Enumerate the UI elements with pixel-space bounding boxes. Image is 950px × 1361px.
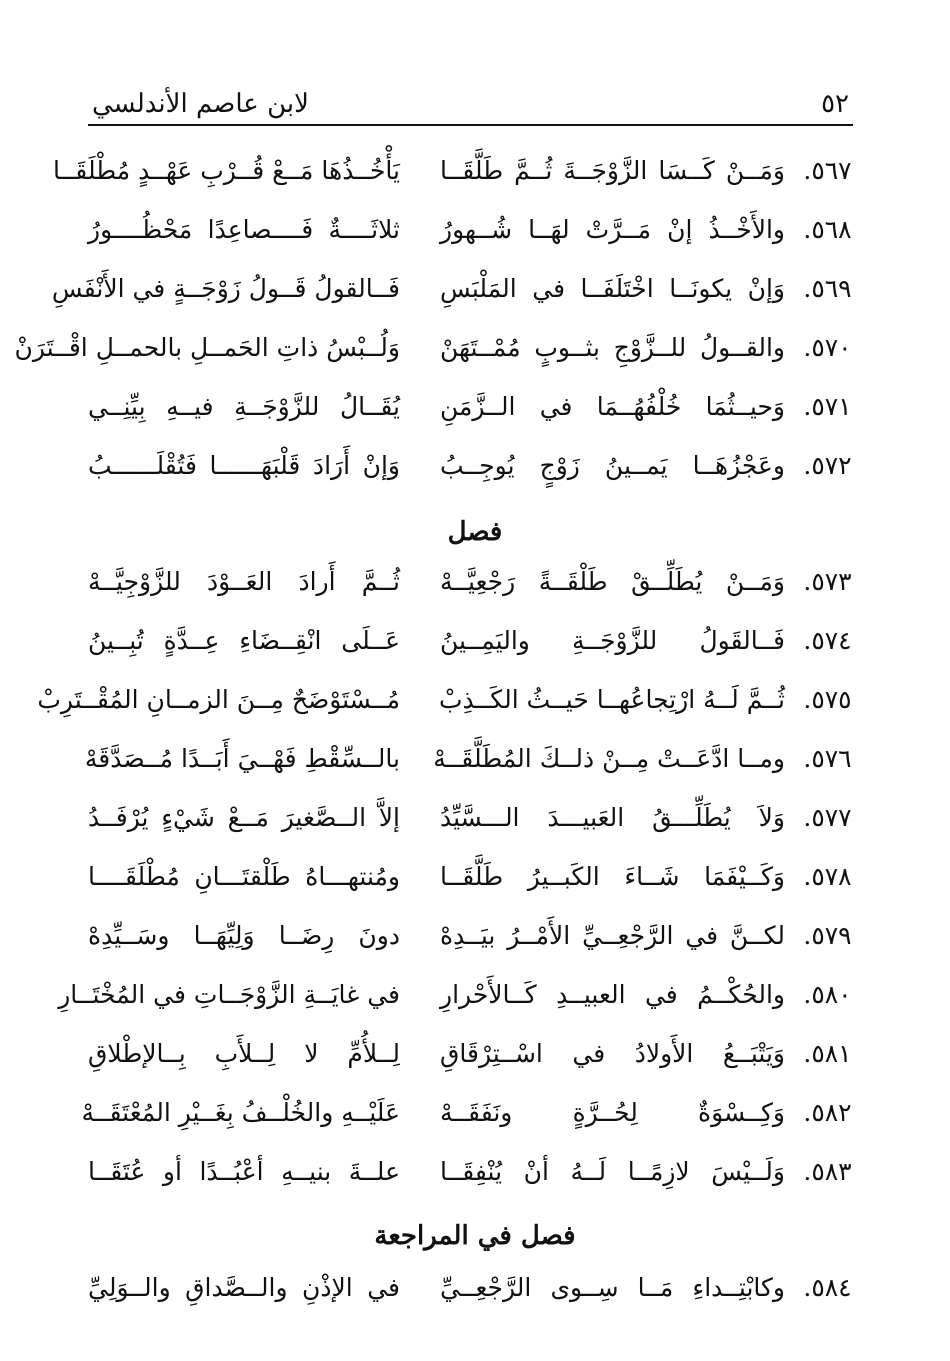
verse-second-hemistich: في الإذْنِ والــصَّداقِ والــوَلِيِّ — [88, 1273, 400, 1302]
verse-first-hemistich: وَمَــنْ كَــسَا الزَّوْجَــةَ ثُــمَّ طَلَّقَــا — [440, 156, 785, 185]
verse-line — [0, 675, 950, 725]
verse-line — [0, 441, 950, 491]
verse-line — [0, 616, 950, 666]
verse-line — [0, 382, 950, 432]
verse-line — [0, 205, 950, 255]
verse-second-hemistich: مُــسْتَوْضَحٌ مِــنَ الزمــانِ المُقْــتَرِبْ — [37, 685, 400, 714]
verse-second-hemistich: لِــلأُمِّ لا لِــلأَبِ بِــالإطْلاقِ — [88, 1039, 400, 1068]
verse-first-hemistich: ومــا ادَّعَــتْ مِــنْ ذلــكَ المُطَلَّقَــهْ — [433, 744, 785, 773]
verse-first-hemistich: وَكَــيْفَمَا شَــاءَ الكَبــيرُ طَلَّقَــا — [440, 862, 785, 891]
verse-first-hemistich: وَمَــنْ يُطَلِّــقْ طَلْقَــةً رَجْعِيَّــهْ — [440, 567, 785, 596]
verse-line — [0, 1029, 950, 1079]
verse-number: ٥٦٩. — [803, 274, 852, 303]
verse-first-hemistich: لكــنَّ في الرَّجْعِــيِّ الأَمْــرُ بيَــدِهْ — [440, 921, 785, 950]
verse-second-hemistich: وَلُــبْسُ ذاتِ الحَمــلِ بالحمــلِ اقْــتَرَنْ — [14, 333, 400, 362]
verse-first-hemistich: وَلاَ يُطَلِّـــقُ العَبيـــدَ الـــسَّيِّدُ — [440, 803, 785, 832]
verse-number: ٥٦٨. — [803, 215, 852, 244]
verse-first-hemistich: والأَخْــذُ إنْ مَــرَّتْ لهَــا شُــهورُ — [440, 215, 785, 244]
verse-first-hemistich: فَــالقَولُ للزَّوْجَــةِ واليَمِــينُ — [440, 626, 785, 655]
verse-line — [0, 734, 950, 784]
verse-line — [0, 1088, 950, 1138]
verse-first-hemistich: وَإنْ يكونَــا اخْتَلَفَــا في المَلْبَسِ — [440, 274, 785, 303]
verse-number: ٥٨٤. — [803, 1273, 852, 1302]
verse-second-hemistich: وَإنْ أَرَادَ قَلْبَهَــــــا فَتُقْلَــــــبُ — [88, 451, 400, 480]
verse-first-hemistich: والقــولُ للــزَّوْجِ بثــوبٍ مُمْــتَهَنْ — [440, 333, 785, 362]
verse-first-hemistich: وَيَتْبَــعُ الأَولادُ في اسْــتِرْقَاقِ — [440, 1039, 785, 1068]
verse-second-hemistich: فَــالقولُ قَــولُ زَوْجَــةٍ في الأَنْفَسِ — [51, 274, 400, 303]
verse-line — [0, 793, 950, 843]
section-heading: فصل — [447, 517, 503, 547]
verse-first-hemistich: وكابْتِــداءِ مَــا سِــوى الرَّجْعِــيِّ — [440, 1273, 785, 1302]
verse-number: ٥٨٠. — [803, 980, 852, 1009]
verse-second-hemistich: يَأْخُــذُهَا مَــعْ قُــرْبِ عَهْــدٍ مُطْلَقَــا — [53, 156, 400, 185]
verse-line — [0, 557, 950, 607]
verse-number: ٥٧٣. — [803, 567, 852, 596]
verse-first-hemistich: ثُــمَّ لَــهُ ارْتِجاعُهــا حَيــثُ الكَــذِبْ — [438, 685, 785, 714]
verse-second-hemistich: في غايَــةِ الزَّوْجَــاتِ في المُخْتَــارِ — [58, 980, 400, 1009]
verse-line — [0, 1263, 950, 1313]
verse-number: ٥٧٠. — [803, 333, 852, 362]
verse-number: ٥٨١. — [803, 1039, 852, 1068]
verse-number: ٥٨٣. — [803, 1157, 852, 1186]
verse-second-hemistich: بالــسِّقْطِ فَهْــيَ أَبَــدًا مُــصَدَّقَهْ — [84, 744, 400, 773]
verse-first-hemistich: وعَجْزُهَــا يَمــينُ زَوْجٍ يُوجِــبُ — [440, 451, 785, 480]
verse-number: ٥٧٦. — [803, 744, 852, 773]
page-header — [88, 84, 853, 126]
verse-line — [0, 264, 950, 314]
section-heading: فصل في المراجعة — [374, 1221, 576, 1251]
verse-line — [0, 146, 950, 196]
verse-number: ٥٧٧. — [803, 803, 852, 832]
verse-second-hemistich: عَــلَى انْقِــضَاءِ عِــدَّةٍ تُبِــينُ — [88, 626, 400, 655]
running-title: لابن عاصم الأندلسي — [92, 89, 309, 119]
verse-number: ٥٧٩. — [803, 921, 852, 950]
verse-second-hemistich: إلاَّ الــصَّغيرَ مَــعْ شَيْءٍ يُرْفَــدُ — [88, 803, 400, 832]
verse-line — [0, 970, 950, 1020]
verse-second-hemistich: عَلَيْــهِ والخُلْــفُ بِغَــيْرِ المُعْتَقَــهْ — [81, 1098, 400, 1127]
verse-number: ٥٧٤. — [803, 626, 852, 655]
verse-number: ٥٧٥. — [803, 685, 852, 714]
verse-second-hemistich: ثُــمَّ أَرادَ العَــوْدَ للزَّوْجِيَّــهْ — [88, 567, 400, 596]
verse-first-hemistich: وَلَــيْسَ لازِمًــا لَــهُ أنْ يُنْفِقَــا — [440, 1157, 785, 1186]
verse-number: ٥٨٢. — [803, 1098, 852, 1127]
page-number: ٥٢ — [821, 89, 849, 119]
verse-line — [0, 1147, 950, 1197]
verse-number: ٥٧٢. — [803, 451, 852, 480]
verse-second-hemistich: ثلاثَــــةٌ فَــــصاعِدًا مَحْظُــــورُ — [88, 215, 400, 244]
verse-line — [0, 852, 950, 902]
verse-second-hemistich: ومُنتهـــاهُ طَلْقتَـــانِ مُطْلَقَــــا — [88, 862, 400, 891]
verse-first-hemistich: والحُكْــمُ في العبيــدِ كَــالأَحْرارِ — [440, 980, 785, 1009]
verse-line — [0, 323, 950, 373]
verse-number: ٥٧١. — [803, 392, 852, 421]
verse-second-hemistich: علــةَ بنيــهِ أعْبُــدًا أو عُتَقَــا — [88, 1157, 400, 1186]
verse-first-hemistich: وَكِــسْوَةٌ لِحُــرَّةٍ ونَفَقَــهْ — [440, 1098, 785, 1127]
verse-first-hemistich: وَحيــثُمَا خُلْفُهُــمَا في الــزَّمَنِ — [440, 392, 785, 421]
verse-line — [0, 911, 950, 961]
verse-number: ٥٦٧. — [803, 156, 852, 185]
verse-second-hemistich: دونَ رِضَــا وَلِيِّهَــا وسَــيِّدِهْ — [88, 921, 400, 950]
verse-second-hemistich: يُقَــالُ للزَّوْجَــةِ فيــهِ بِيِّنِــي — [88, 392, 400, 421]
verse-number: ٥٧٨. — [803, 862, 852, 891]
